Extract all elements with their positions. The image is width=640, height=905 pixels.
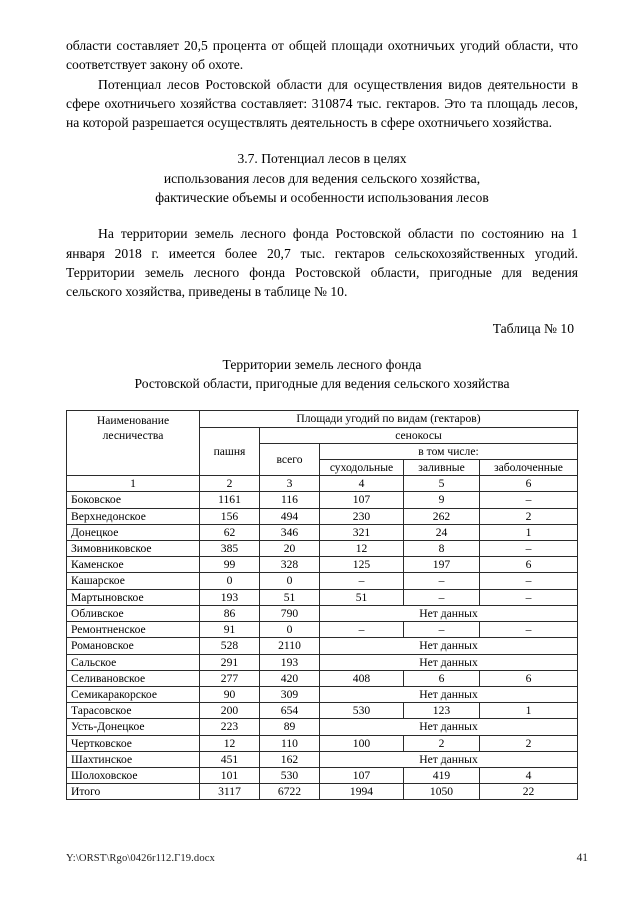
cell-dry-valley: –	[320, 573, 404, 589]
cell-lesnichestvo-name: Боковское	[67, 492, 200, 508]
header-areas-group: Площади угодий по видам (гектаров)	[200, 411, 578, 427]
colnum-6: 6	[480, 476, 578, 492]
cell-lesnichestvo-name: Сальское	[67, 654, 200, 670]
paragraph-forest-potential: Потенциал лесов Ростовской области для осуществления видов деятельности в сфере охотничьего хозяйства составляет: 310874 тыс. гектаров. Это та площадь лесов, на которой разрешается осуществлять деятельность в сфере охотничьего хозяйства.	[66, 76, 578, 131]
cell-boggy: 4	[480, 767, 578, 783]
footer-file-path: Y:\ORST\Rgo\0426r112.Г19.docx	[66, 853, 215, 864]
cell-arable: 99	[200, 557, 260, 573]
spacer	[66, 132, 578, 149]
section-heading-line-3: фактические объемы и особенности использования лесов	[155, 190, 489, 206]
cell-lesnichestvo-name: Каменское	[67, 557, 200, 573]
cell-arable: 12	[200, 735, 260, 751]
cell-boggy: 6	[480, 670, 578, 686]
spacer	[66, 302, 578, 319]
cell-hayfields-total: 0	[260, 622, 320, 638]
cell-dry-valley: 408	[320, 670, 404, 686]
cell-arable: 156	[200, 508, 260, 524]
footer-page-number: 41	[576, 852, 588, 864]
table-row	[67, 703, 578, 719]
cell-hayfields-total: 162	[260, 751, 320, 767]
table-row	[67, 735, 578, 751]
spacer	[66, 338, 578, 355]
cell-lesnichestvo-name: Обливское	[67, 605, 200, 621]
table-row	[67, 541, 578, 557]
colnum-1: 1	[67, 476, 200, 492]
cell-hayfields-total: 654	[260, 703, 320, 719]
cell-hayfields-total: 309	[260, 686, 320, 702]
cell-arable: 528	[200, 638, 260, 654]
spacer	[66, 393, 578, 410]
cell-floodplain: 419	[404, 767, 480, 783]
cell-boggy: 1	[480, 524, 578, 540]
forest-land-table	[66, 410, 578, 800]
table-row	[67, 654, 578, 670]
cell-lesnichestvo-name: Усть-Донецкое	[67, 719, 200, 735]
cell-lesnichestvo-name: Кашарское	[67, 573, 200, 589]
cell-lesnichestvo-name: Шахтинское	[67, 751, 200, 767]
table-row	[67, 492, 578, 508]
cell-floodplain: –	[404, 573, 480, 589]
cell-dry-valley: 107	[320, 767, 404, 783]
section-heading-line-1: 3.7. Потенциал лесов в целях	[237, 151, 407, 167]
cell-arable: 1161	[200, 492, 260, 508]
cell-dry-valley: 530	[320, 703, 404, 719]
table-row	[67, 686, 578, 702]
header-lesnichestvo-name: Наименование лесничества	[67, 411, 200, 476]
cell-hayfields-total: 530	[260, 767, 320, 783]
cell-arable: 3117	[200, 784, 260, 800]
cell-floodplain: –	[404, 589, 480, 605]
table-row	[67, 573, 578, 589]
cell-hayfields-total: 20	[260, 541, 320, 557]
cell-arable: 193	[200, 589, 260, 605]
cell-arable: 86	[200, 605, 260, 621]
header-arable: пашня	[200, 427, 260, 476]
cell-lesnichestvo-name: Романовское	[67, 638, 200, 654]
table-row	[67, 605, 578, 621]
table-title-line-1: Территории земель лесного фонда	[222, 356, 422, 372]
table-header	[67, 411, 578, 492]
header-hayfields: сенокосы	[260, 427, 578, 443]
cell-boggy: –	[480, 541, 578, 557]
table-row	[67, 557, 578, 573]
cell-lesnichestvo-name: Зимовниковское	[67, 541, 200, 557]
table-row	[67, 622, 578, 638]
table-row	[67, 670, 578, 686]
cell-no-data: Нет данных	[320, 686, 578, 702]
colnum-4: 4	[320, 476, 404, 492]
cell-arable: 277	[200, 670, 260, 686]
cell-arable: 291	[200, 654, 260, 670]
cell-arable: 90	[200, 686, 260, 702]
cell-floodplain: 9	[404, 492, 480, 508]
paragraph-agricultural-land: На территории земель лесного фонда Ростовской области по состоянию на 1 января 2018 г. имеется более 20,7 тыс. гектаров сельскохозяйственных угодий. Территории земель лесного фонда Ростовской области, пригодные для ведения сельского хозяйства, приведены в таблице № 10.	[66, 226, 578, 300]
cell-hayfields-total: 6722	[260, 784, 320, 800]
cell-hayfields-total: 790	[260, 605, 320, 621]
table-row	[67, 589, 578, 605]
cell-dry-valley: –	[320, 622, 404, 638]
cell-floodplain: 123	[404, 703, 480, 719]
cell-dry-valley: 51	[320, 589, 404, 605]
section-heading-line-2: использования лесов для ведения сельского хозяйства,	[163, 170, 481, 186]
cell-dry-valley: 1994	[320, 784, 404, 800]
spacer	[66, 207, 578, 224]
cell-floodplain: 1050	[404, 784, 480, 800]
cell-boggy: –	[480, 573, 578, 589]
table-title	[66, 355, 578, 394]
table-header-row-1	[67, 411, 578, 427]
table-number-label: Таблица № 10	[492, 320, 574, 336]
cell-no-data: Нет данных	[320, 751, 578, 767]
header-total: всего	[260, 443, 320, 475]
cell-floodplain: 24	[404, 524, 480, 540]
cell-lesnichestvo-name: Семикаракорское	[67, 686, 200, 702]
table-row	[67, 508, 578, 524]
table-row	[67, 751, 578, 767]
cell-hayfields-total: 116	[260, 492, 320, 508]
cell-boggy: –	[480, 492, 578, 508]
cell-hayfields-total: 89	[260, 719, 320, 735]
cell-dry-valley: 321	[320, 524, 404, 540]
cell-boggy: 2	[480, 508, 578, 524]
cell-hayfields-total: 110	[260, 735, 320, 751]
colnum-5: 5	[404, 476, 480, 492]
paragraph-continuation: области составляет 20,5 процента от общей площади охотничьих угодий области, что соответствует закону об охоте.	[66, 38, 578, 73]
header-dry-valley: суходольные	[320, 460, 404, 476]
cell-hayfields-total: 420	[260, 670, 320, 686]
cell-no-data: Нет данных	[320, 654, 578, 670]
cell-lesnichestvo-name: Итого	[67, 784, 200, 800]
cell-hayfields-total: 193	[260, 654, 320, 670]
cell-lesnichestvo-name: Верхнедонское	[67, 508, 200, 524]
table-row	[67, 638, 578, 654]
cell-dry-valley: 230	[320, 508, 404, 524]
cell-boggy: 2	[480, 735, 578, 751]
cell-boggy: –	[480, 589, 578, 605]
cell-lesnichestvo-name: Тарасовское	[67, 703, 200, 719]
cell-lesnichestvo-name: Ремонтненское	[67, 622, 200, 638]
cell-lesnichestvo-name: Мартыновское	[67, 589, 200, 605]
cell-hayfields-total: 346	[260, 524, 320, 540]
colnum-2: 2	[200, 476, 260, 492]
cell-arable: 62	[200, 524, 260, 540]
cell-dry-valley: 125	[320, 557, 404, 573]
cell-floodplain: 197	[404, 557, 480, 573]
cell-arable: 451	[200, 751, 260, 767]
page-footer	[66, 852, 588, 865]
cell-arable: 200	[200, 703, 260, 719]
cell-floodplain: –	[404, 622, 480, 638]
cell-arable: 101	[200, 767, 260, 783]
cell-dry-valley: 100	[320, 735, 404, 751]
cell-boggy: 1	[480, 703, 578, 719]
cell-lesnichestvo-name: Селивановское	[67, 670, 200, 686]
section-heading	[66, 149, 578, 207]
cell-boggy: 22	[480, 784, 578, 800]
cell-no-data: Нет данных	[320, 638, 578, 654]
colnum-3: 3	[260, 476, 320, 492]
cell-boggy: 6	[480, 557, 578, 573]
cell-lesnichestvo-name: Шолоховское	[67, 767, 200, 783]
header-floodplain: заливные	[404, 460, 480, 476]
table-body	[67, 492, 578, 800]
table-row	[67, 767, 578, 783]
cell-arable: 91	[200, 622, 260, 638]
table-column-number-row	[67, 476, 578, 492]
header-including: в том числе:	[320, 443, 578, 459]
cell-boggy: –	[480, 622, 578, 638]
cell-floodplain: 2	[404, 735, 480, 751]
cell-floodplain: 6	[404, 670, 480, 686]
cell-hayfields-total: 2110	[260, 638, 320, 654]
table-row	[67, 784, 578, 800]
cell-arable: 223	[200, 719, 260, 735]
cell-hayfields-total: 494	[260, 508, 320, 524]
table-row	[67, 719, 578, 735]
cell-arable: 0	[200, 573, 260, 589]
cell-hayfields-total: 328	[260, 557, 320, 573]
cell-dry-valley: 12	[320, 541, 404, 557]
table-row	[67, 524, 578, 540]
cell-floodplain: 262	[404, 508, 480, 524]
cell-no-data: Нет данных	[320, 605, 578, 621]
table-title-line-2: Ростовской области, пригодные для ведения сельского хозяйства	[134, 376, 510, 392]
cell-hayfields-total: 51	[260, 589, 320, 605]
cell-hayfields-total: 0	[260, 573, 320, 589]
cell-lesnichestvo-name: Донецкое	[67, 524, 200, 540]
header-boggy: заболоченные	[480, 460, 578, 476]
cell-lesnichestvo-name: Чертковское	[67, 735, 200, 751]
cell-dry-valley: 107	[320, 492, 404, 508]
cell-arable: 385	[200, 541, 260, 557]
cell-no-data: Нет данных	[320, 719, 578, 735]
cell-floodplain: 8	[404, 541, 480, 557]
